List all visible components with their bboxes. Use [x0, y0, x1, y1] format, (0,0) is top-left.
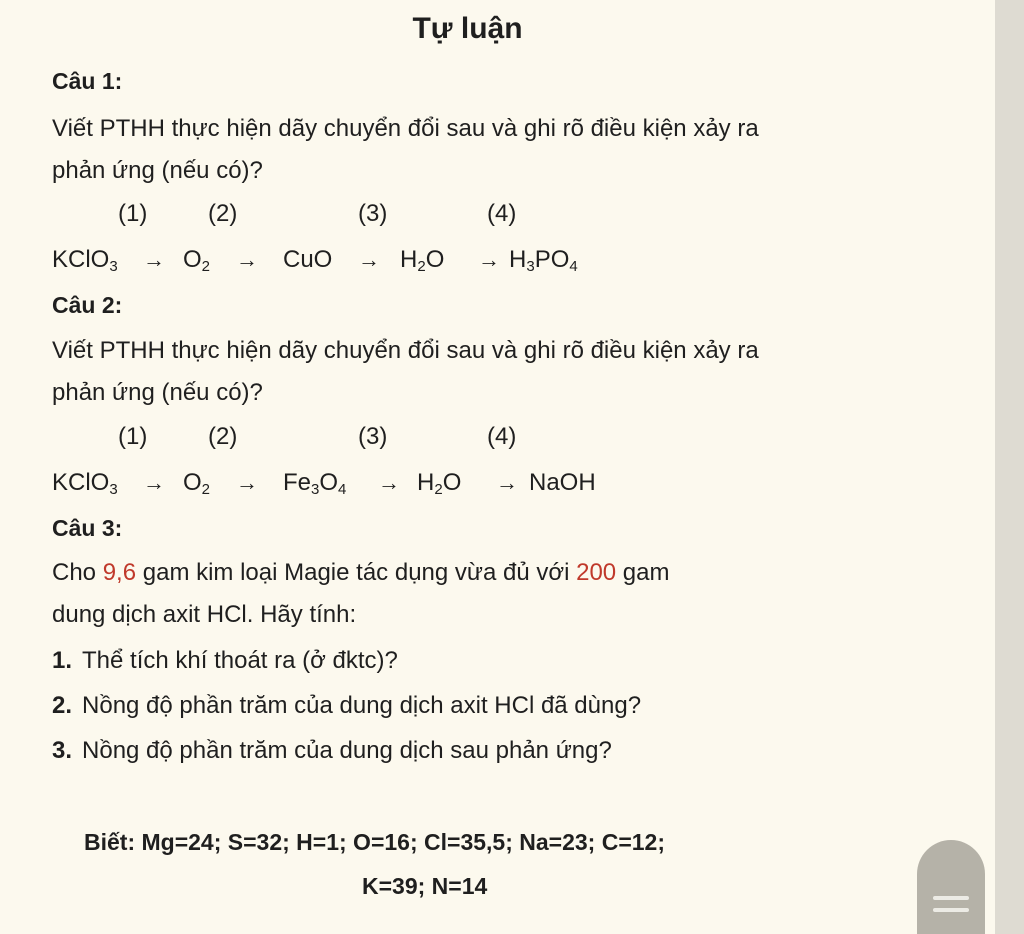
q3-item-3 — [52, 737, 612, 765]
q2-arrow-4: → — [496, 470, 518, 495]
menu-icon-bar-bottom — [933, 908, 969, 912]
q1-prompt-line2: phản ứng (nếu có)? — [52, 157, 263, 184]
q2-compound-naoh: NaOH — [529, 469, 596, 496]
q2-compound-h2o: $H_2O$ — [417, 469, 462, 498]
q1-label: Câu 1: — [52, 68, 123, 94]
note-line-2: K=39; N=14 — [362, 873, 488, 899]
q2-compound-fe3o4: $Fe_3O_4$ — [283, 469, 347, 498]
q2-arrow-1: → — [143, 470, 165, 495]
q2-arrow-2: → — [236, 470, 258, 495]
q3-item-2 — [52, 692, 641, 720]
q1-compound-h2o: $H_2O$ — [400, 246, 445, 275]
q1-compound-o2: $O_2$ — [183, 246, 211, 275]
q1-arrow-2: → — [236, 247, 258, 272]
q2-prompt-line1: Viết PTHH thực hiện dãy chuyển đổi sau và ghi rõ điều kiện xảy ra — [52, 337, 759, 364]
menu-icon-bar-top — [933, 896, 969, 900]
page-title: Tự luận — [412, 12, 523, 45]
q3-item-3-text: Nồng độ phần trăm của dung dịch sau phản ứng? — [82, 737, 612, 764]
q1-compound-cuo: CuO — [283, 246, 333, 273]
q2-step-1: (1) — [118, 423, 148, 450]
q1-arrow-4: → — [478, 247, 500, 272]
q2-step-2: (2) — [208, 423, 238, 450]
q2-compound-o2: $O_2$ — [183, 469, 211, 498]
q1-step-1: (1) — [118, 200, 148, 227]
q3-text-c: gam — [616, 559, 670, 586]
q1-step-3: (3) — [358, 200, 388, 227]
q1-prompt — [52, 108, 932, 192]
q3-mass-mg: 9,6 — [102, 559, 137, 586]
q3-text-b: gam kim loại Magie tác dụng vừa đủ với — [136, 559, 577, 586]
q2-prompt-line2: phản ứng (nếu có)? — [52, 379, 263, 406]
q2-step-3: (3) — [358, 423, 388, 450]
q2-prompt — [52, 330, 932, 414]
q3-item-1-text: Thể tích khí thoát ra (ở đktc)? — [82, 647, 398, 674]
q1-arrow-3: → — [358, 247, 380, 272]
q3-item-1 — [52, 647, 398, 675]
q3-item-2-num: 2. — [52, 692, 73, 719]
q3-label: Câu 3: — [52, 515, 123, 541]
menu-scroll-button[interactable] — [917, 840, 985, 934]
q1-step-2: (2) — [208, 200, 238, 227]
q3-text-a: Cho — [52, 559, 103, 586]
q3-mass-solution: 200 — [576, 559, 617, 586]
q1-prompt-line1: Viết PTHH thực hiện dãy chuyển đổi sau và ghi rõ điều kiện xảy ra — [52, 115, 759, 142]
q3-item-1-num: 1. — [52, 647, 73, 674]
q2-arrow-3: → — [378, 470, 400, 495]
q1-compound-kclo3: KClO$_3$ — [52, 246, 118, 275]
q3-prompt-line1 — [52, 552, 932, 594]
scroll-track[interactable] — [995, 0, 1024, 934]
q3-prompt — [52, 552, 932, 636]
q3-prompt-line2: dung dịch axit HCl. Hãy tính: — [52, 601, 357, 628]
q2-compound-kclo3: KClO$_3$ — [52, 469, 118, 498]
q3-item-3-num: 3. — [52, 737, 73, 764]
q1-step-4: (4) — [487, 200, 517, 227]
note-line-1: Biết: Mg=24; S=32; H=1; O=16; Cl=35,5; Na=23; C=12; — [84, 829, 666, 855]
q1-arrow-1: → — [143, 247, 165, 272]
q2-label: Câu 2: — [52, 292, 123, 318]
q2-step-4: (4) — [487, 423, 517, 450]
q3-item-2-text: Nồng độ phần trăm của dung dịch axit HCl đã dùng? — [82, 692, 642, 719]
q1-compound-h3po4: $H_3PO_4$ — [509, 246, 578, 275]
